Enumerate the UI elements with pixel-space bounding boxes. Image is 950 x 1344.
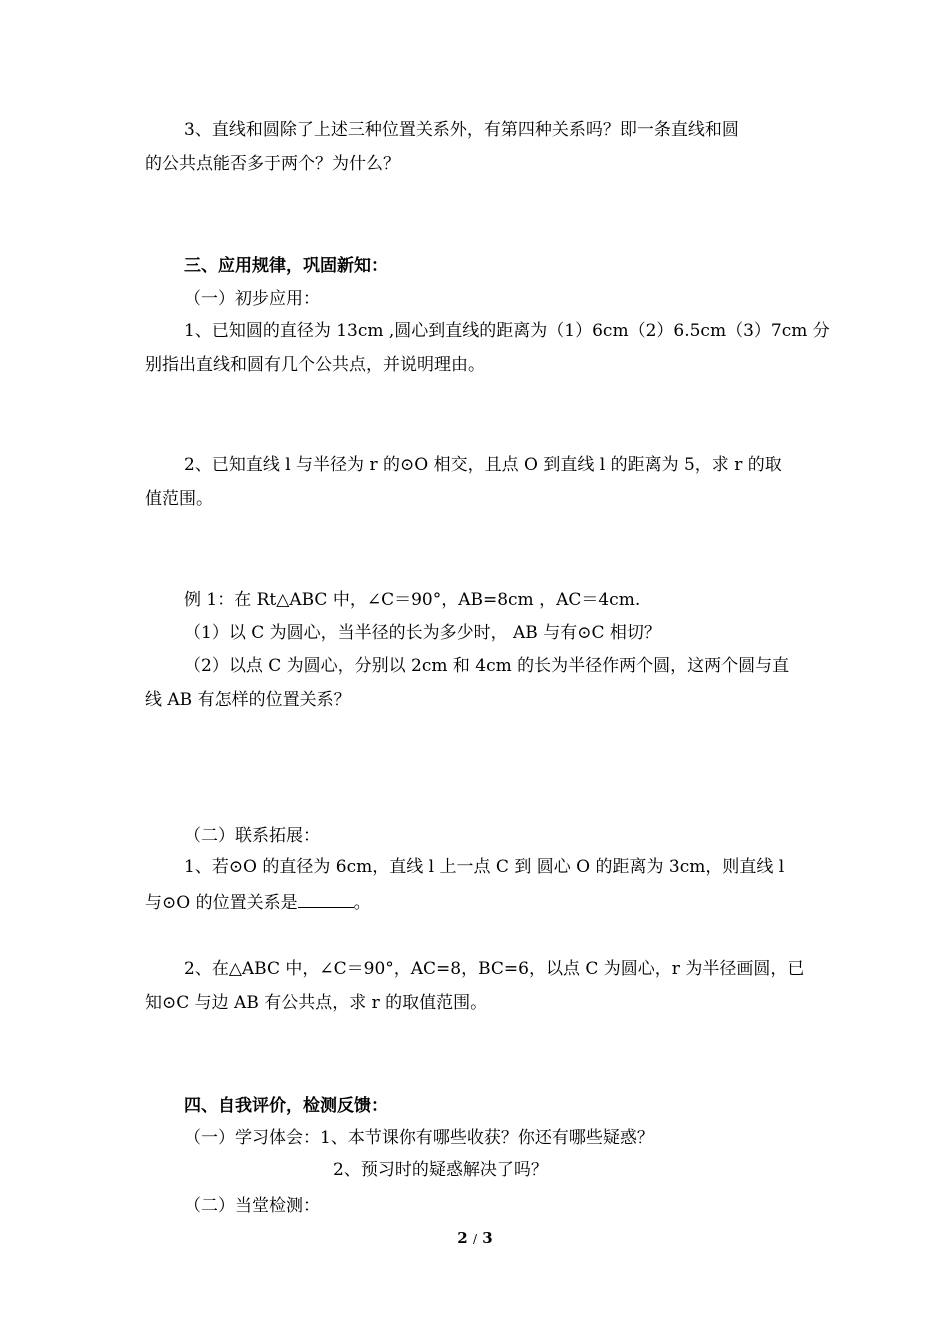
answer-blank bbox=[298, 889, 354, 908]
extension-2-line-2: 知⊙C 与边 AB 有公共点，求 r 的取值范围。 bbox=[145, 993, 488, 1013]
problem-1-line-2: 别指出直线和圆有几个公共点，并说明理由。 bbox=[145, 355, 485, 375]
section-3-title: 三、应用规律，巩固新知： bbox=[184, 256, 388, 276]
example-1-line-2: （1）以 C 为圆心，当半径的长为多少时， AB 与有⊙C 相切？ bbox=[184, 623, 661, 643]
extension-1-end: 。 bbox=[353, 893, 371, 913]
learning-reflection-line-2: 2、预习时的疑惑解决了吗？ bbox=[333, 1160, 548, 1180]
extension-1-line-2 bbox=[145, 889, 371, 915]
extension-1-text: 与⊙O 的位置关系是 bbox=[145, 893, 298, 913]
part-2-title: （二）联系拓展： bbox=[184, 826, 320, 846]
extension-2-line-1: 2、在△ABC 中，∠C＝90°，AC=8，BC=6，以点 C 为圆心，r 为半径画圆，已 bbox=[184, 959, 805, 979]
problem-1-line-1: 1、已知圆的直径为 13cm ,圆心到直线的距离为（1）6cm（2）6.5cm（3）7cm 分 bbox=[184, 321, 830, 341]
example-1-line-4: 线 AB 有怎样的位置关系？ bbox=[145, 690, 351, 710]
problem-2-line-2: 值范围。 bbox=[145, 489, 213, 509]
example-1-line-1: 例 1：在 Rt△ABC 中，∠C＝90°，AB=8cm ，AC＝4cm. bbox=[184, 590, 641, 610]
example-1-line-3: （2）以点 C 为圆心，分别以 2cm 和 4cm 的长为半径作两个圆，这两个圆与直 bbox=[184, 656, 790, 676]
in-class-check-title: （二）当堂检测： bbox=[184, 1196, 320, 1216]
total-pages: 3 bbox=[482, 1229, 493, 1247]
extension-1-line-1: 1、若⊙O 的直径为 6cm，直线 l 上一点 C 到 圆心 O 的距离为 3cm，则直线 l bbox=[184, 857, 785, 877]
question-3-line-2: 的公共点能否多于两个？为什么？ bbox=[145, 154, 400, 174]
question-3-line-1: 3、直线和圆除了上述三种位置关系外，有第四种关系吗？即一条直线和圆 bbox=[184, 120, 739, 140]
part-1-title: （一）初步应用： bbox=[184, 289, 320, 309]
page-number bbox=[0, 1226, 950, 1251]
page-separator: / bbox=[472, 1232, 478, 1246]
problem-2-line-1: 2、已知直线 l 与半径为 r 的⊙O 相交，且点 O 到直线 l 的距离为 5，求 r 的取 bbox=[184, 455, 782, 475]
current-page: 2 bbox=[457, 1229, 468, 1247]
section-4-title: 四、自我评价，检测反馈： bbox=[184, 1096, 388, 1116]
learning-reflection-line-1: （一）学习体会：1、本节课你有哪些收获？你还有哪些疑惑？ bbox=[184, 1128, 654, 1148]
